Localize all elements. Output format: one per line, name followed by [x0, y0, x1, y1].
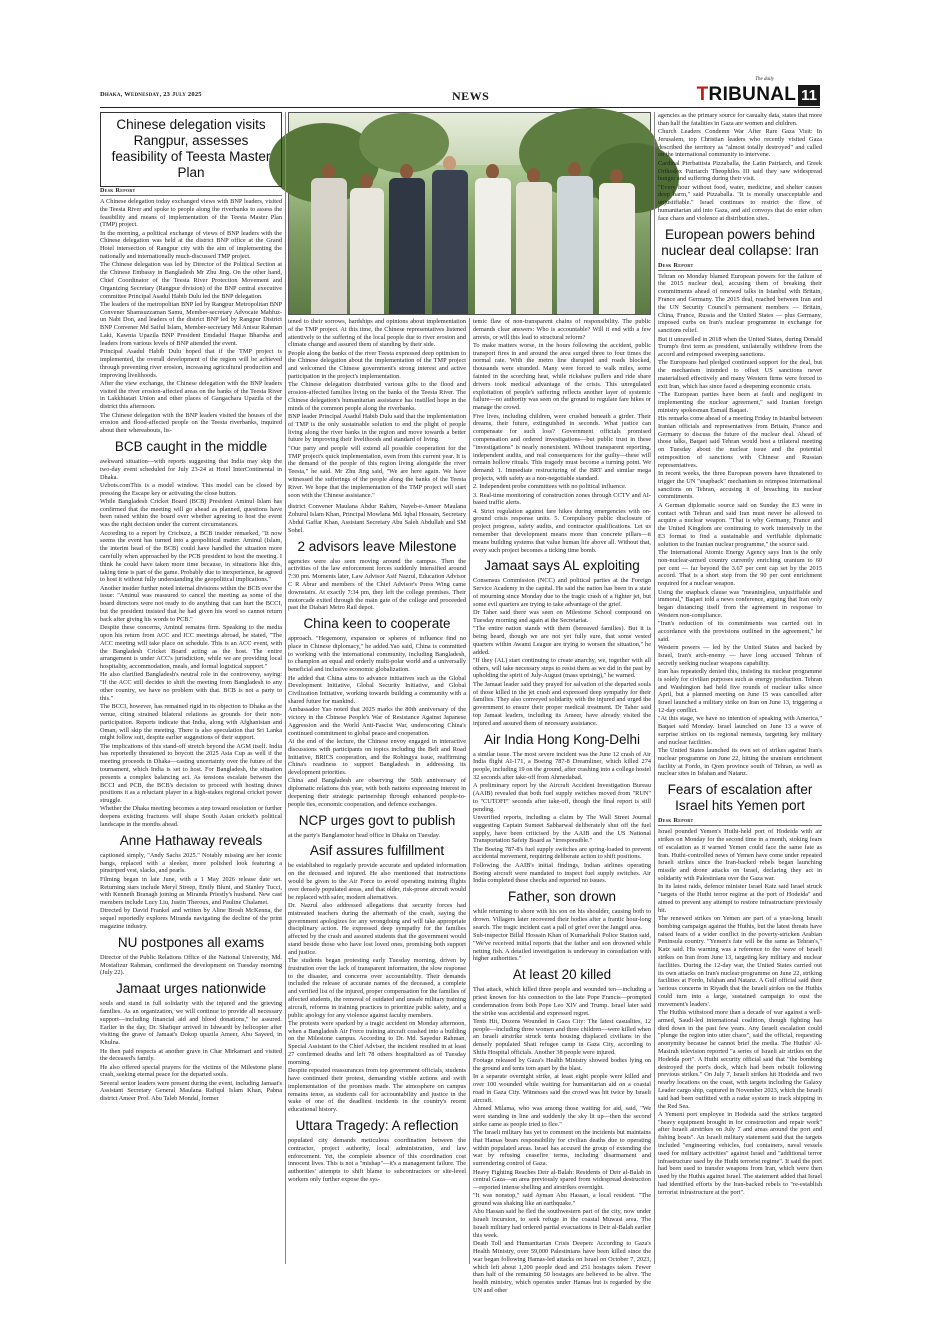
uttara-headline: Uttara Tragedy: A reflection — [295, 1117, 459, 1133]
father-son-body: while returning to shore with his son on his shoulder, causing both to drown. Villagers later recovered their bodies after a frantic hour-long search. The tragic incident cast a pall of grief over the Jangpil area. Sub-inspector Billal Hossain Khan of Kumarkhali Police Station said, "We've received initial reports that the father and son drowned while netting fish. A detailed investigation is underway in consultation with higher authorities." — [473, 908, 651, 963]
air-india-headline: Air India Hong Kong-Delhi — [483, 731, 641, 747]
column-4 — [658, 112, 822, 1264]
column-2 — [288, 318, 466, 1264]
asif-headline: Asif assures fulfillment — [309, 843, 445, 859]
killed-body: That attack, which killed three people and wounded ten—including a priest known for his connection to the late Pope Francis—prompted condemnation from both Pope Leo XIV and Trump. Israel later said the strike was accidental and expressed regret. Tents Hit, Dozens Wounded in Gaza City: The latest casualties, 12 people—including three women and three children—were killed when an Israeli airstrike struck tents housing displaced civilians in the densely populated Shati refugee camp in Gaza City, according to Shifa Hospital officials. Another 38 people were injured. Footage released by Gaza's Health Ministry showed bodies lying on the ground and tents torn apart by the blast. In a separate overnight strike, at least eight people were killed and over 100 wounded while waiting for humanitarian aid on a coastal road in Gaza City. Witnesses said the crowd was hit twice by Israeli aircraft. Ahmed Milama, who was among those waiting for aid, said, "We were standing in line and suddenly the sky lit up—then the second strike came as people tried to flee." The Israeli military has yet to comment on the incidents but maintains that Hamas bears responsibility for civilian deaths due to operating within populated areas. Israel has accused the group of extending the war by refusing ceasefire terms, including disarmament and surrendering control of Gaza. Heavy Fighting Reaches Deir al-Balah: Residents of Deir al-Balah in central Gaza—an area previously spared from widespread destruction—reported intense shelling and airstrikes overnight. "It was nonstop," said Ayman Abu Hassan, a local resident. "The ground was shaking like an earthquake." Abu Hassan said he fled the southwestern part of the city, now under Israeli incursion, to seek refuge in the coastal Muwasi area. The Israeli military had ordered partial evacuations in Deir al-Balah earlier this week. Death Toll and Humanitarian Crisis Deepen: According to Gaza's Health Ministry, over 59,000 Palestinians have been killed since the war began following Hamas-led attacks on Israel on October 7, 2023, which left about 1,200 people dead and 251 hostages taken. Fewer than half of the remaining 50 hostages are believed to be alive. The health ministry, which operates under Hamas but is regarded by the UN and other — [473, 986, 651, 1294]
killed-headline: At least 20 killed — [512, 967, 612, 983]
jamaat-al-headline: Jamaat says AL exploiting — [484, 558, 640, 574]
nu-headline: NU postpones all exams — [117, 934, 265, 950]
europe-body: Tehran on Monday blamed European powers for the failure of the 2015 nuclear deal, accusing them of breaking their commitments ahead of renewed talks in Istanbul with Britain, France and Germany. The 2015 deal, reached between Iran and the UN Security Council's permanent members — Britain, China, France, Russia and the United States — plus Germany, imposed curbs on Iran's nuclear programme in exchange for sanctions relief. But it unravelled in 2018 when the United States, during Donald Trump's first term as president, unilaterally withdrew from the accord and reimposed sweeping sanctions. The Europeans had pledged continued support for the deal, but the mechanism intended to offset US sanctions never materialised effectively and many Western firms were forced to exit Iran, which has since faced a deepening economic crisis. "The European parties have been at fault and negligent in implementing the nuclear agreement," said Iranian foreign ministry spokesman Esmail Baqaei. His remarks come ahead of a meeting Friday in Istanbul between Iranian officials and representatives from Britain, France and Germany to discuss the future of the nuclear deal. Ahead of those talks, Baqaei said Tehran would host a trilateral meeting on Tuesday about the nuclear issue and the potential reimposition of sanctions with Chinese and Russian representatives. In recent weeks, the three European powers have threatened to trigger the UN "snapback" mechanism to reimpose international sanctions on Tehran, accusing it of breaching its nuclear commitments. A German diplomatic source said on Sunday the E3 were in contact with Tehran and said Iran must never be allowed to acquire a nuclear weapon. "That is why Germany, France and the United Kingdom are continuing to work intensively in the E3 format to find a sustainable and verifiable diplomatic solution to the Iranian nuclear programme," the source said. The International Atomic Energy Agency says Iran is the only non-nuclear-armed country currently enriching uranium to 60 per cent — far beyond the 3.67 per cent cap set by the 2015 accord. That is a short step from the 90 per cent enrichment required for a nuclear weapon. Using the snapback clause was "meaningless, unjustifiable and immoral," Baqaei told a news conference, arguing that Iran only began distancing itself from the agreement in response to Western non-compliance. "Iran's reduction of its commitments was carried out in accordance with the provisions outlined in the agreement," he said. Western powers — led by the United States and backed by Israel, Iran's arch-enemy — have long accused Tehran of secretly seeking nuclear weapons capability. Iran has repeatedly denied this, insisting its nuclear programme is solely for civilian purposes such as energy production. Tehran and Washington had held five rounds of nuclear talks since April, but a planned meeting on June 15 was cancelled after Israel launched a military strike on Iran on June 13, triggering a 12-day conflict. "At this stage, we have no intention of speaking with America," Baqaei said Monday. Israel launched on June 13 a wave of surprise strikes on its regional nemesis, targeting key military and nuclear facilities. The United States launched its own set of strikes against Iran's nuclear programme on June 22, hitting the uranium enrichment facility at Fordo, in Qom province south of Tehran, as well as nuclear sites in Isfahan and Natanz. — [658, 272, 823, 778]
reflection-continued: temic flaw of non-transparent chains of responsibility. The public demands clear answers: Who is accountable? Will it end with a few arrests, or will this lead to structural reform? To make matters worse, in the hours following the accident, public transport fires in and around the area surged three to four times the normal rate. With the metro line disrupted and roads blocked, thousands were stranded. Many were forced to walk miles, some fainted in the scorching heat, while rickshaw pullers and ride share drivers took medical advantage of the crisis. This unregulated exploitation of people's suffering reflects another layer of systemic failure—no authority was seen on the ground to regulate fare hikes or manage the crowd. Five lives, including children, were crushed beneath a girder. Their dreams, their future, extinguished in seconds. What justice can compensate for such loss? Government officials promised compensation and ordered investigations—but public trust in these "investigations" is nearly nonexistent. Without transparent reporting, independent audits, and real consequences for the guilty—these will remain hollow rituals. This tragedy must become a turning point. We demand: 1. Immediate restructuring of the BRT and similar mega projects, with safety as a non-negotiable standard. 2. Independent probe committees with no political influence. 3. Real-time monitoring of construction zones through CCTV and AI-based traffic alerts. 4. Strict regulation against fare hikes during emergencies with on-ground crisis response units. 5. Compulsory public disclosure of project progress, safety audits, and contractor qualifications. Let us remember that development means more than concrete pillars—it means building systems that value human life above all. Without that, every such project becomes a ticking time bomb. — [473, 318, 651, 554]
rangpur-byline: Desk Report — [100, 187, 282, 196]
column-3 — [473, 318, 651, 1294]
rangpur-headline: Chinese delegation visits Rangpur, assesses feasibility of Teesta Master Plan — [111, 117, 271, 180]
jamaat-nationwide-cont: district Convener Maulana Abdur Rahim, Nayeb-e-Ameer Maulana Zohurul Islam Khan, Principal Mowlana Md. Iqbal Hossain, Secretary Abdul Gaffar Khan, Assistant Secretary Abu Saleh Abdullah and SM Sohel. — [288, 503, 466, 534]
china-headline: China keen to cooperate — [303, 616, 451, 632]
rangpur-body-col1: A Chinese delegation today exchanged views with BNP leaders, visited the Teesta River and spoke to people along the riverbanks to assess the feasibility and means of implementation of the Teesta Master Plan (TMP) project. In the morning, a political exchange of views of BNP leaders with the Chinese delegation was held at the district BNP office at the Grand Hotel intersection of Rangpur city with the aim of implementing the nationally and internationally much-discussed TMP project. The Chinese delegation was led by Director of the Political Section at the Chinese Embassy in Bangladesh Mr Zhu Jing. On the other hand, Chief Coordinator of the Teesta River Protection Movement and Organizing Secretary (Rangpur division) of the BNP central executive committee Principal Asadul Habib Dulu led the BNP delegation. The leaders of the metropolitan BNP led by Rangpur Metropolitan BNP Convener Shamsuzzaman Samu, Member-secretary Advocate Mahfuz-un Nabi Don, and leaders of the district BNP led by Rangpur District BNP Convener Md Saiful Islam, Member-secretary Md Anisur Rahman Lakt, Kawnia Upazila BNP President Emdadul Haque Bharsha and leaders from various levels of BNP attended the event. Principal Asadul Habib Dulu hoped that if the TMP project is implemented, the overall development of the region will be achieved through preventing river erosion, increasing agricultural production and improving livelihoods. After the view exchange, the Chinese delegation with the BNP leaders visited the river erosion-affected areas on the banks of the Teesta River in Lakkhiatari Union and other places of Gangachara Upazila of the district this afternoon. The Chinese delegation with the BNP leaders visited the houses of the erosion and flood-affected people on the Teesta riverbanks, inquired about their whereabouts, lis- — [100, 198, 282, 435]
hathaway-body: captioned simply, "Andy Sachs 2025." Notably missing are her iconic bangs, replaced with a sleeker, more polished look featuring a pinstriped vest, slacks, and pearls. Filming began in late June, with a 1 May 2026 release date set. Returning stars include Meryl Streep, Emily Blunt, and Stanley Tucci, with Kenneth Branagh joining as Miranda Priestly's husband. New cast members include Lucy Liu, Justin Theroux, and Pauline Chalamet. Directed by David Frankel and written by Aline Brosh McKenna, the sequel reportedly explores Miranda navigating the decline of the print magazine industry. — [100, 851, 282, 931]
column-rule — [285, 112, 286, 1264]
ncp-headline: NCP urges govt to publish — [298, 812, 456, 828]
rangpur-body-col2: tened to their sorrows, hardships and opinions about implementation of the TMP project. At this time, the Chinese representatives listened attentively to the suffering of the local people due to river erosion and climate change and assured them of standing by their side. People along the banks of the river Teesta expressed deep optimism to the Chinese delegation about the implementation of the TMP project and welcomed the Chinese government's strong interest and active participation in the project's implementation. The Chinese delegation distributed various gifts to the flood and erosion-affected families living on the banks of the Teesta River. The Chinese delegation's humanitarian assistance has instilled hope in the minds of the common people along the riverbanks. BNP leader Principal Asadul Habib Dulu said that the implementation of TMP is the only sustainable solution to end the plight of people living along the river banks in the region and move towards a better future by improving their livelihoods and standard of living. "Our party and people will extend all possible cooperation for the TMP project's quick implementation, even from this current year. It is the demand of the people of this region living alongside the river Teesta," he said. Mr Zhu Jing said, "We are here again. We have witnessed the sufferings of the people along the banks of the Teesta River. We hope that the implementation of the TMP project will start soon with the Chinese assistance." — [288, 318, 466, 499]
father-son-headline: Father, son drown — [507, 889, 617, 905]
delegation-photo — [288, 112, 651, 315]
europe-byline: Desk Report — [658, 262, 822, 271]
europe-headline: European powers behind nuclear deal collapse: Iran — [661, 226, 819, 258]
nu-body: Director of the Public Relations Office of the National University, Md. Mostafizur Rahman, confirmed the development on Tuesday morning (July 22). — [100, 953, 282, 977]
bcb-body: awkward situation—with reports suggesting that India may skip the two-day event scheduled for July 23-24 at Hotel InterContinental in Dhaka. Uzbots.comThis is a model window. This model can be closed by pressing the Escape key or activating the close button. While Bangladesh Cricket Board (BCB) President Aminul Islam has confirmed that the meeting will go ahead as planned, questions have been raised within the board over whether agreeing to host the event was the right decision under the current circumstances. According to a report by Cricbuzz, a BCB insider remarked, "It now seems the event has turned into a geopolitical matter. Aminul (Islam, the interim head of the BCB) could have handled the situation more carefully when approached by the PCB president to host the meeting. I think he could have taken more time because, in situations like this, taking time is part of the game. Probably due to inexperience, he agreed to host it without fully understanding the geopolitical implications." Another insider further noted internal divisions within the BCB over the issue: "Aminul was reassured to cancel the meeting as some of the board directors were not ready to do anything that can hurt the BCCI, but the president insisted that he had given his word so cannot return back after giving his words to PCB." Despite these concerns, Aminul remains firm. Speaking to the media upon his return from ACC and ICC meetings abroad, he stated, "The ACC meeting will take place on schedule. This is an ACC event, with the Bangladesh Cricket Board acting as the host. The entire arrangement is under ACC's jurisdiction, while we are providing local hospitality, accommodation, meals, and formal logistical support." He also clarified Bangladesh's neutral role in the controversy, saying: "If the ACC still decides to shift the meeting from Bangladesh to any other country, we have no problem with that. BCB is not a party to this." The BCCI, however, has remained rigid in its objection to Dhaka as the venue, citing strained bilateral relations as grounds for their non-participation. Reports indicate that India, along with Afghanistan and Oman, will skip the meeting. There is also speculation that Sri Lanka might follow suit, despite earlier suggestions of their support. The implications of this stand-off stretch beyond the AGM itself. India has reportedly threatened to boycott the 2025 Asia Cup as well if the meeting proceeds in Dhaka—casting uncertainty over the future of the tournament, which India is set to host. For Bangladesh, the situation presents a complex balancing act. As tensions escalate between the BCCI and PCB, the BCB's decision to proceed with hosting draws positions it as a reluctant player in a high-stakes regional cricket power struggle. Whether the Dhaka meeting becomes a step toward resolution or further deepens existing fractures will shape South Asian cricket's political landscape in the months ahead. — [100, 457, 282, 829]
column-1 — [100, 112, 282, 1264]
air-india-body: a similar issue. The most severe incident was the June 12 crash of Air India flight AI-171, a Boeing 787-8 Dreamliner, which killed 274 people, including 19 on the ground, after crashing into a college hostel 32 seconds after take-off from Ahmedabad. A preliminary report by the Aircraft Accident Investigation Bureau (AAIB) revealed that both fuel supply switches moved from "RUN" to "CUTOFF" seconds after take-off, though the final report is still pending. Unverified reports, including a claim by The Wall Street Journal suggesting Captain Sumeet Sabharwal deliberately shut off the fuel supply, have been criticised by the AAIB and the US National Transportation Safety Board as "irresponsible." The Boeing 787-8's fuel supply switches are spring-loaded to prevent accidental movement, requiring deliberate action to shift positions. Following the AAIB's initial findings, Indian airlines operating Boeing aircraft were mandated to inspect fuel supply switches. Air India completed these checks and reported no issues. — [473, 750, 651, 885]
jamaat-al-body: Consensus Commission (NCC) and political parties at the Foreign Service Academy in the capital. He said the nation has been in a state of mourning since Monday due to the tragic crash of a fighter jet, but some evil quarters are trying to take advantage of the grief. Dr Taher said there was seen on Milestone School compound on Tuesday morning and again at the Secretariat. "The entire nation stands with them (bereaved families). But it is being heard, though we are not yet fully sure, that some vested quarters within Awami League are trying to worsen the situation," he added. "If they (AL) start continuing to create anarchy, we, together with all others, will take necessary steps to resist them as we did in the past by upholding the spirit of July-August (mass uprising)," he warned. The Jamaat leader said they prayed for salvation of the departed souls of those killed in the jet crash and expressed deep sympathy for their families. They also conveyed solidarity with the injured and urged the government to ensure their proper medical treatment. Dr Taher said top Jamaat leaders, including its Ameer, have already visited the injured and assured them of necessary assistance. — [473, 577, 651, 727]
advisors-headline: 2 advisors leave Milestone — [297, 538, 457, 554]
section-title: NEWS — [452, 89, 490, 103]
newspaper-logo — [696, 77, 820, 106]
china-body: approach. "Hegemony, expansion or spheres of influence find no place in Chinese diplomacy," he added.Yao said, China is committed to working with the international community, including Bangladesh, to champion an equal and orderly multi-polar world and a universally beneficial and inclusive economic globalization. He added that China aims to advance initiatives such as the Global Development Initiative, Global Security Initiative, and Global Civilization Initiative, working towards building a community with a shared future for mankind. Ambassador Yao noted that 2025 marks the 80th anniversary of the victory in the Chinese People's War of Resistance Against Japanese Aggression and the World Anti-Fascist War, underscoring China's continued commitment to global peace and cooperation. At the end of the lecture, the Chinese envoy engaged in interactive discussions with participants on topics including the Belt and Road Initiative, BRICS cooperation, and the Rohingya issue, reaffirming China's readiness to support Bangladesh in addressing its development priorities. China and Bangladesh are observing the 50th anniversary of diplomatic relations this year, with both nations expressing interest in deepening their strategic partnership through enhanced people-to-people ties, economic cooperation, and defence exchanges. — [288, 635, 466, 808]
masthead — [100, 77, 820, 108]
rangpur-headline-box — [100, 112, 282, 187]
advisors-body: agencies were also seen moving around the campus. Then the activities of the law enforcement forces suddenly intensified around 7:30 pm. Moments later, Law Advisor Asif Nazrul, Education Advisor C R Abrar and members of the Chief Advisor's Press Wing came downstairs. At exactly 7:34 pm, they left the college premises. Their motorcade exited through the main gate of the college and proceeded past the Diabari Metro Rail depot. — [288, 557, 466, 612]
page-number: 11 — [798, 85, 820, 106]
jamaat-nationwide-body: souls and stand in full solidarity with the injured and the grieving families. As an organization, we will continue to provide all necessary support—including financial aid and blood donations," he assured. Earlier in the day, Dr. Shafiqur arrived in Ishwardi by helicopter after visiting the grave of Jamaat's Dokop upazila Ameer, Abu Sayeed, in Khulna. He then paid respects at another grave in Char Mirkamari and visited the deceased's family. He also offered special prayers for the victims of the Milestone plane crash, seeking eternal peace for the departed souls. Several senior leaders were present during the event, including Jamaat's Assistant Secretary General Maulana Rafiqul Islam Khan, Pabna district Ameer Prof. Abu Taleb Mondal, former — [100, 1000, 282, 1103]
column-rule — [469, 318, 470, 1264]
issue-date: Dhaka, Wednesday, 23 July 2025 — [100, 91, 202, 98]
asif-body: be established to regularly provide accurate and updated information on the deceased and injured. He also mentioned that instructions would be given to the Air Force to avoid operating training flights over densely populated areas, and that older, risk-prone aircraft would be replaced with safer, modern alternatives. Dr. Nazrul also addressed allegations that security forces had mistreated teachers during the aftermath of the crash, saying the government apologizes for any wrongdoing and will take appropriate disciplinary action. He expressed deep sympathy for the families affected by the crash and assured students that the government would stand beside those who have lost loved ones, promising both support and justice. The students began protesting early Tuesday morning, driven by frustration over the lack of transparent information, the slow response to the disaster, and concerns over accountability. Their demands included the release of accurate names of the deceased, a complete and verified list of the injured, proper compensation for the families of affected students, the removal of outdated and unsafe military training aircraft, reforms in training practices to prioritize public safety, and a public apology for any violence against faculty members. The protests were sparked by a tragic accident on Monday afternoon, when a Bangladesh Air Force training aircraft crashed into a building on the Milestone campus. According to Dr. Md. Sayedur Rahman, Special Assistant to the Chief Adviser, the incident resulted in at least 27 confirmed deaths and left 78 others hospitalized as of Tuesday morning. Despite repeated reassurances from top government officials, students have continued their protest, demanding visible actions and swift implementation of the promises made. The atmosphere on campus remains tense, as students call for accountability and justice in the wake of one of the deadliest incidents in the country's recent educational history. — [288, 862, 467, 1114]
bcb-headline: BCB caught in the middle — [114, 438, 268, 454]
jamaat-nationwide-headline: Jamaat urges nationwide — [115, 981, 267, 997]
ncp-body: at the party's Banglamotor head office in Dhaka on Tuesday. — [288, 831, 441, 839]
gaza-continued: agencies as the primary source for casualty data, states that more than half the fatalities in Gaza are women and children. Church Leaders Condemn War After Rare Gaza Visit: In Jerusalem, top Christian leaders who recently visited Gaza described the territory as "almost totally destroyed" and called on the international community to intervene. Cardinal Pierbattista Pizzaballa, the Latin Patriarch, and Greek Orthodox Patriarch Theophilos III said they saw widespread hunger and suffering during their visit. "Every hour without food, water, medicine, and shelter causes deep harm," said Pizzaballa. "It is morally unacceptable and unjustifiable." Israel continues to restrict the flow of humanitarian aid into Gaza, and aid convoys that do enter often face chaos and violence at distribution sites. — [658, 112, 822, 222]
logo-wordmark: TRIBUNAL — [696, 84, 797, 105]
yemen-headline: Fears of escalation after Israel hits Yemen port — [667, 782, 813, 814]
uttara-body: populated city demands meticulous coordination between the contractor, project authority, local administration, and law enforcement. Yet, the complete absence of this coordination cost innocent lives. This is not a "mishap"—it's a management failure. The authorities' attempts to shift blame to subcontractors or site-level workers only further expose the sys- — [288, 1136, 466, 1183]
yemen-body: Israel pounded Yemen's Huthi-held port of Hodeida with air strikes on Monday for the second time in a month, stoking fears of escalation as it warned Yemen could face the same fate as Iran. Huthi-controlled news of Yemen have come under repeated Israeli strikes since the Iran-backed rebels began launching missile and drone attacks on Israel, declaring they act in solidarity with Palestinians over the Gaza war. In its latest raids, defence minister Israel Katz said Israel struck "targets of the Huthi terror regime at the port of Hodeida" and aimed to prevent any attempt to restore infrastructure previously hit. The renewed strikes on Yemen are part of a year-long Israeli bombing campaign against the Huthis, but the latest threats have raised fears of a wider conflict in the poverty-stricken Arabian Peninsula country. "Yemen's fate will be the same as Tehran's," Katz said. His warning was a reference to the wave of Israeli strikes on Iran from June 13, targeting key military and nuclear facilities. During the 12-day war, the United States carried out its own attacks on Iran's nuclear programme on June 22, striking facilities at Fordo, Isfahan and Natanz. A Gulf official said their 'serious concerns in Riyadh that the Israeli strikes on the Huthis could turn into a large, sustained campaign to oust the movement's leaders'. The Huthis withstood more than a decade of war against a well-armed, Saudi-led international coalition, though fighting has died down in the past few years. Any Israeli escalation could "plunge the region into utter chaos", said the official, requesting anonymity because he cannot brief the media. The Huthis' Al-Masirah television reported "a series of Israeli air strikes on the Hodeida port". A Huthi security official said that "the bombing destroyed the port's dock, which had been rebuilt following previous strikes." On July 7, Israeli strikes hit Hodeida and two nearby locations on the coast, with targets including the Galaxy Leader cargo ship, captured in November 2023, which the Israeli said had been outfitted with a radar system to track shipping in the Red Sea. A Yemeni port employee in Hodeida said the strikes targeted "heavy equipment brought in for construction and repair work" after Israeli airstrikes on July 7 and areas around the port and fishing boats". An Israeli military statement said that the targets included "engineering vehicles, fuel containers, naval vessels used for military activities" against Israel and "additional terror infrastructure used by the Huthi terrorist regime". It said the port had been used to transfer weapons from Iran, which were then used by the Huthis against Israel. The statement added that Israel had identified efforts by the Iran-backed rebels to "re-establish terrorist infrastructure at the port". — [658, 828, 822, 1196]
yemen-byline: Desk Report — [658, 817, 822, 826]
hathaway-headline: Anne Hathaway reveals — [119, 832, 263, 848]
logo-tagline: The daily — [755, 77, 774, 82]
column-rule — [654, 112, 655, 1264]
